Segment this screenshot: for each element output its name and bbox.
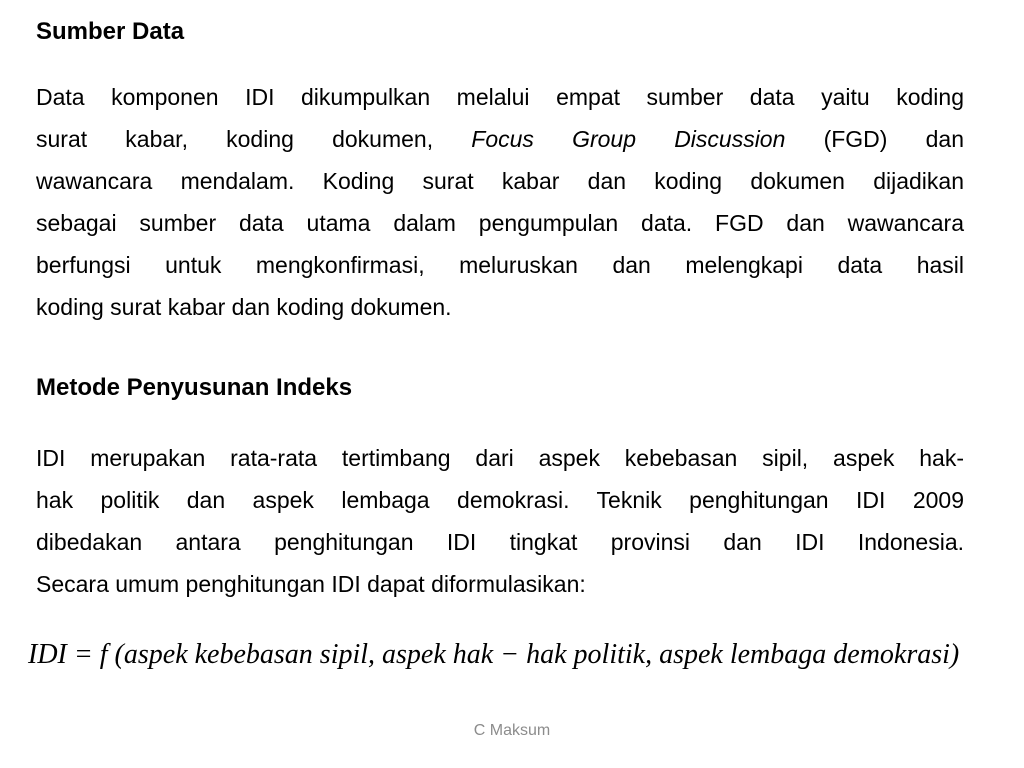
heading-sumber-data: Sumber Data bbox=[36, 18, 185, 45]
text-line: dibedakan antara penghitungan IDI tingkat provinsi dan IDI Indonesia. bbox=[36, 529, 964, 555]
text-segment-italic: Focus Group Discussion bbox=[471, 126, 786, 152]
text-line: berfungsi untuk mengkonfirmasi, meluruskan dan melengkapi data hasil bbox=[36, 252, 964, 278]
text-line: Data komponen IDI dikumpulkan melalui empat sumber data yaitu koding bbox=[36, 84, 964, 110]
text-line: Secara umum penghitungan IDI dapat diformulasikan: bbox=[36, 571, 586, 597]
text-line: koding surat kabar dan koding dokumen. bbox=[36, 294, 452, 320]
paragraph-sumber-data bbox=[36, 76, 964, 328]
footer-author: C Maksum bbox=[473, 722, 551, 739]
text-segment: (FGD) dan bbox=[785, 126, 964, 152]
text-line: sebagai sumber data utama dalam pengumpulan data. FGD dan wawancara bbox=[36, 210, 964, 236]
text-line bbox=[36, 118, 964, 160]
heading-metode-penyusunan-indeks: Metode Penyusunan Indeks bbox=[36, 374, 353, 401]
paragraph-metode bbox=[36, 437, 964, 605]
text-segment: surat kabar, koding dokumen, bbox=[36, 126, 472, 152]
text-line: wawancara mendalam. Koding surat kabar dan koding dokumen dijadikan bbox=[36, 168, 964, 194]
formula-idi: IDI = f (aspek kebebasan sipil, aspek hak − hak politik, aspek lembaga demokrasi) bbox=[28, 639, 960, 670]
text-line: IDI merupakan rata-rata tertimbang dari aspek kebebasan sipil, aspek hak- bbox=[36, 445, 964, 471]
text-line: hak politik dan aspek lembaga demokrasi. Teknik penghitungan IDI 2009 bbox=[36, 487, 964, 513]
